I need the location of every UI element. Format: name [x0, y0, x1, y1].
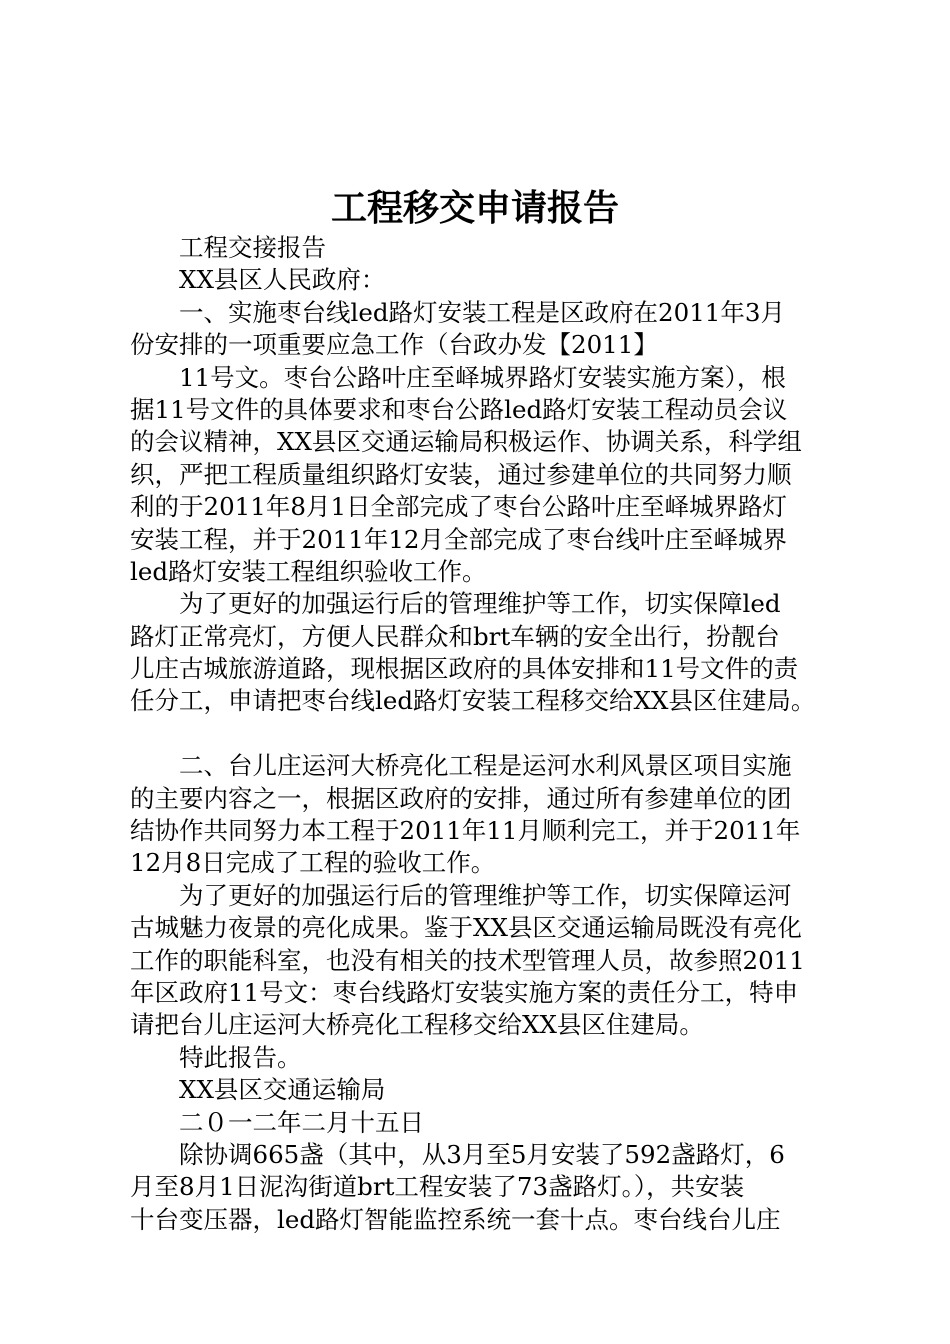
text-line: 份安排的一项重要应急工作（台政办发【2011】 — [130, 330, 658, 360]
text-line: 古城魅力夜景的亮化成果。鉴于XX县区交通运输局既没有亮化 — [130, 913, 802, 943]
text-line: XX县区人民政府： — [179, 265, 386, 295]
text-line: 安装工程，并于2011年12月全部完成了枣台线叶庄至峄城界 — [130, 524, 788, 554]
document-body — [130, 232, 838, 1236]
text-line: 工程交接报告 — [179, 233, 326, 262]
text-line: 为了更好的加强运行后的管理维护等工作，切实保障led — [179, 589, 781, 619]
blank-line — [130, 718, 838, 750]
text-line: 任分工，申请把枣台线led路灯安装工程移交给XX县区住建局。 — [130, 686, 816, 716]
text-line: 据11号文件的具体要求和枣台公路led路灯安装工程动员会议 — [130, 394, 788, 424]
text-line: led路灯安装工程组织验收工作。 — [130, 556, 487, 586]
text-line: XX县区交通运输局 — [179, 1075, 386, 1105]
text-line: 年区政府11号文：枣台线路灯安装实施方案的责任分工，特申 — [130, 977, 799, 1007]
text-line: 请把台儿庄运河大桥亮化工程移交给XX县区住建局。 — [130, 1010, 704, 1040]
text-line: 利的于2011年8月1日全部完成了枣台公路叶庄至峄城界路灯 — [130, 492, 788, 522]
text-line: 儿庄古城旅游道路，现根据区政府的具体安排和11号文件的责 — [130, 654, 799, 684]
text-line: 除协调665盏（其中，从3月至5月安装了592盏路灯，6 — [179, 1139, 785, 1169]
text-line: 二、台儿庄运河大桥亮化工程是运河水利风景区项目实施 — [179, 751, 792, 781]
text-line: 十台变压器，led路灯智能监控系统一套十点。枣台线台儿庄 — [130, 1204, 781, 1234]
text-line: 工作的职能科室，也没有相关的技术型管理人员，故参照2011 — [130, 945, 805, 975]
text-line: 织，严把工程质量组织路灯安装，通过参建单位的共同努力顺 — [130, 459, 792, 489]
text-line: 一、实施枣台线led路灯安装工程是区政府在2011年3月 — [179, 297, 785, 327]
text-line: 12月8日完成了工程的验收工作。 — [130, 848, 496, 878]
text-line: 11号文。枣台公路叶庄至峄城界路灯安装实施方案），根 — [179, 362, 786, 392]
text-line: 结协作共同努力本工程于2011年11月顺利完工，并于2011年 — [130, 816, 801, 846]
text-line: 路灯正常亮灯，方便人民群众和brt车辆的安全出行，扮靓台 — [130, 621, 780, 651]
text-line: 为了更好的加强运行后的管理维护等工作，切实保障运河 — [179, 880, 792, 910]
document-title: 工程移交申请报告 — [330, 187, 619, 229]
text-line: 二０一二年二月十五日 — [179, 1107, 424, 1137]
text-line: 特此报告。 — [179, 1042, 302, 1072]
text-line: 月至8月1日泥沟街道brt工程安装了73盏路灯。），共安装 — [130, 1172, 745, 1202]
text-line: 的主要内容之一，根据区政府的安排，通过所有参建单位的团 — [130, 783, 792, 813]
text-line: 的会议精神，XX县区交通运输局积极运作、协调关系，科学组 — [130, 427, 802, 457]
